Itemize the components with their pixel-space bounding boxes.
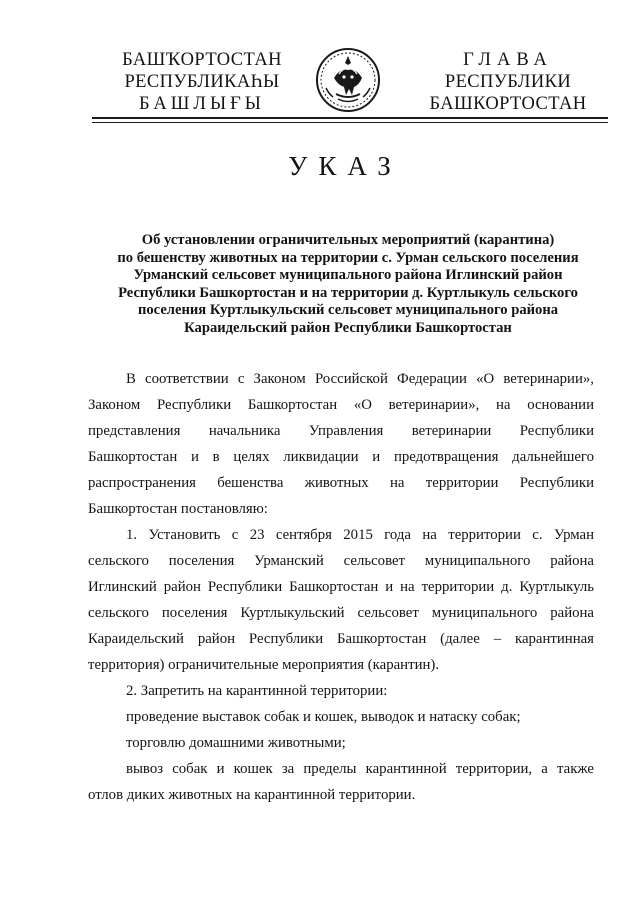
text-line: территория) ограничительные мероприятия (карантин).: [88, 657, 440, 673]
text-line: сельского поселения Урманский сельсовет муниципального района: [88, 553, 594, 569]
text-line: Караидельский район Республики Башкортостан (далее – карантинная: [88, 631, 594, 647]
document-title: УКАЗ: [288, 151, 402, 181]
text-line: сельского поселения Куртлыкульский сельсовет муниципального района: [88, 605, 594, 621]
letterhead-bashkir-line: РЕСПУБЛИКАҺЫ: [124, 72, 280, 92]
subject-line: поселения Куртлыкульский сельсовет муниципального района: [137, 302, 559, 319]
text-line: проведение выставок собак и кошек, выводок и натаску собак;: [126, 709, 521, 725]
letterhead-bashkir-line: БАШЛЫҒЫ: [139, 94, 265, 114]
preamble-paragraph: [88, 366, 594, 522]
subject-line: по бешенству животных на территории с. Урман сельского поселения: [117, 249, 579, 266]
text-line: Башкортостан постановляю:: [88, 501, 268, 517]
decree-subject: [88, 232, 608, 338]
text-line: Иглинский район Республики Башкортостан и на территории д. Куртлыкуль: [88, 579, 594, 595]
text-line: вывоз собак и кошек за пределы карантинной территории, а также: [126, 761, 594, 777]
text-line: отлов диких животных на карантинной территории.: [88, 787, 416, 803]
subject-line: Урманский сельсовет муниципального района Иглинский район: [133, 267, 563, 284]
subject-line: Об установлении ограничительных мероприятий (карантина): [141, 232, 555, 248]
letterhead-russian-line: РЕСПУБЛИКИ: [444, 72, 572, 92]
text-line: Башкортостан и в целях ликвидации и предотвращения дальнейшего: [88, 449, 594, 465]
text-line: 1. Установить с 23 сентября 2015 года на территории с. Урман: [126, 527, 594, 543]
text-line: представления начальника Управления ветеринарии Республики: [88, 423, 594, 439]
clause-1: [88, 522, 594, 678]
letterhead-russian: [418, 49, 598, 115]
subject-line: Караидельский район Республики Башкортостан: [184, 319, 512, 336]
coat-of-arms-icon: [314, 44, 382, 116]
clause-2: [88, 678, 594, 808]
letterhead-bashkir: [112, 49, 292, 115]
text-line: 2. Запретить на карантинной территории:: [126, 683, 388, 699]
text-line: торговлю домашними животными;: [126, 735, 346, 751]
text-line: В соответствии с Законом Российской Федерации «О ветеринарии»,: [126, 371, 594, 387]
letterhead-russian-line: БАШКОРТОСТАН: [429, 94, 587, 114]
decree-body: [88, 366, 594, 808]
letterhead-bashkir-line: БАШҠОРТОСТАН: [122, 50, 282, 70]
letterhead-russian-line: ГЛАВА: [463, 50, 553, 70]
text-line: распространения бешенства животных на территории Республики: [88, 475, 594, 491]
letterhead: [0, 44, 640, 116]
header-rule: [92, 122, 608, 123]
text-line: Законом Республики Башкортостан «О ветеринарии», на основании: [88, 397, 594, 413]
header-rule: [92, 117, 608, 119]
subject-line: Республики Башкортостан и на территории д. Куртлыкуль сельского: [118, 284, 578, 301]
